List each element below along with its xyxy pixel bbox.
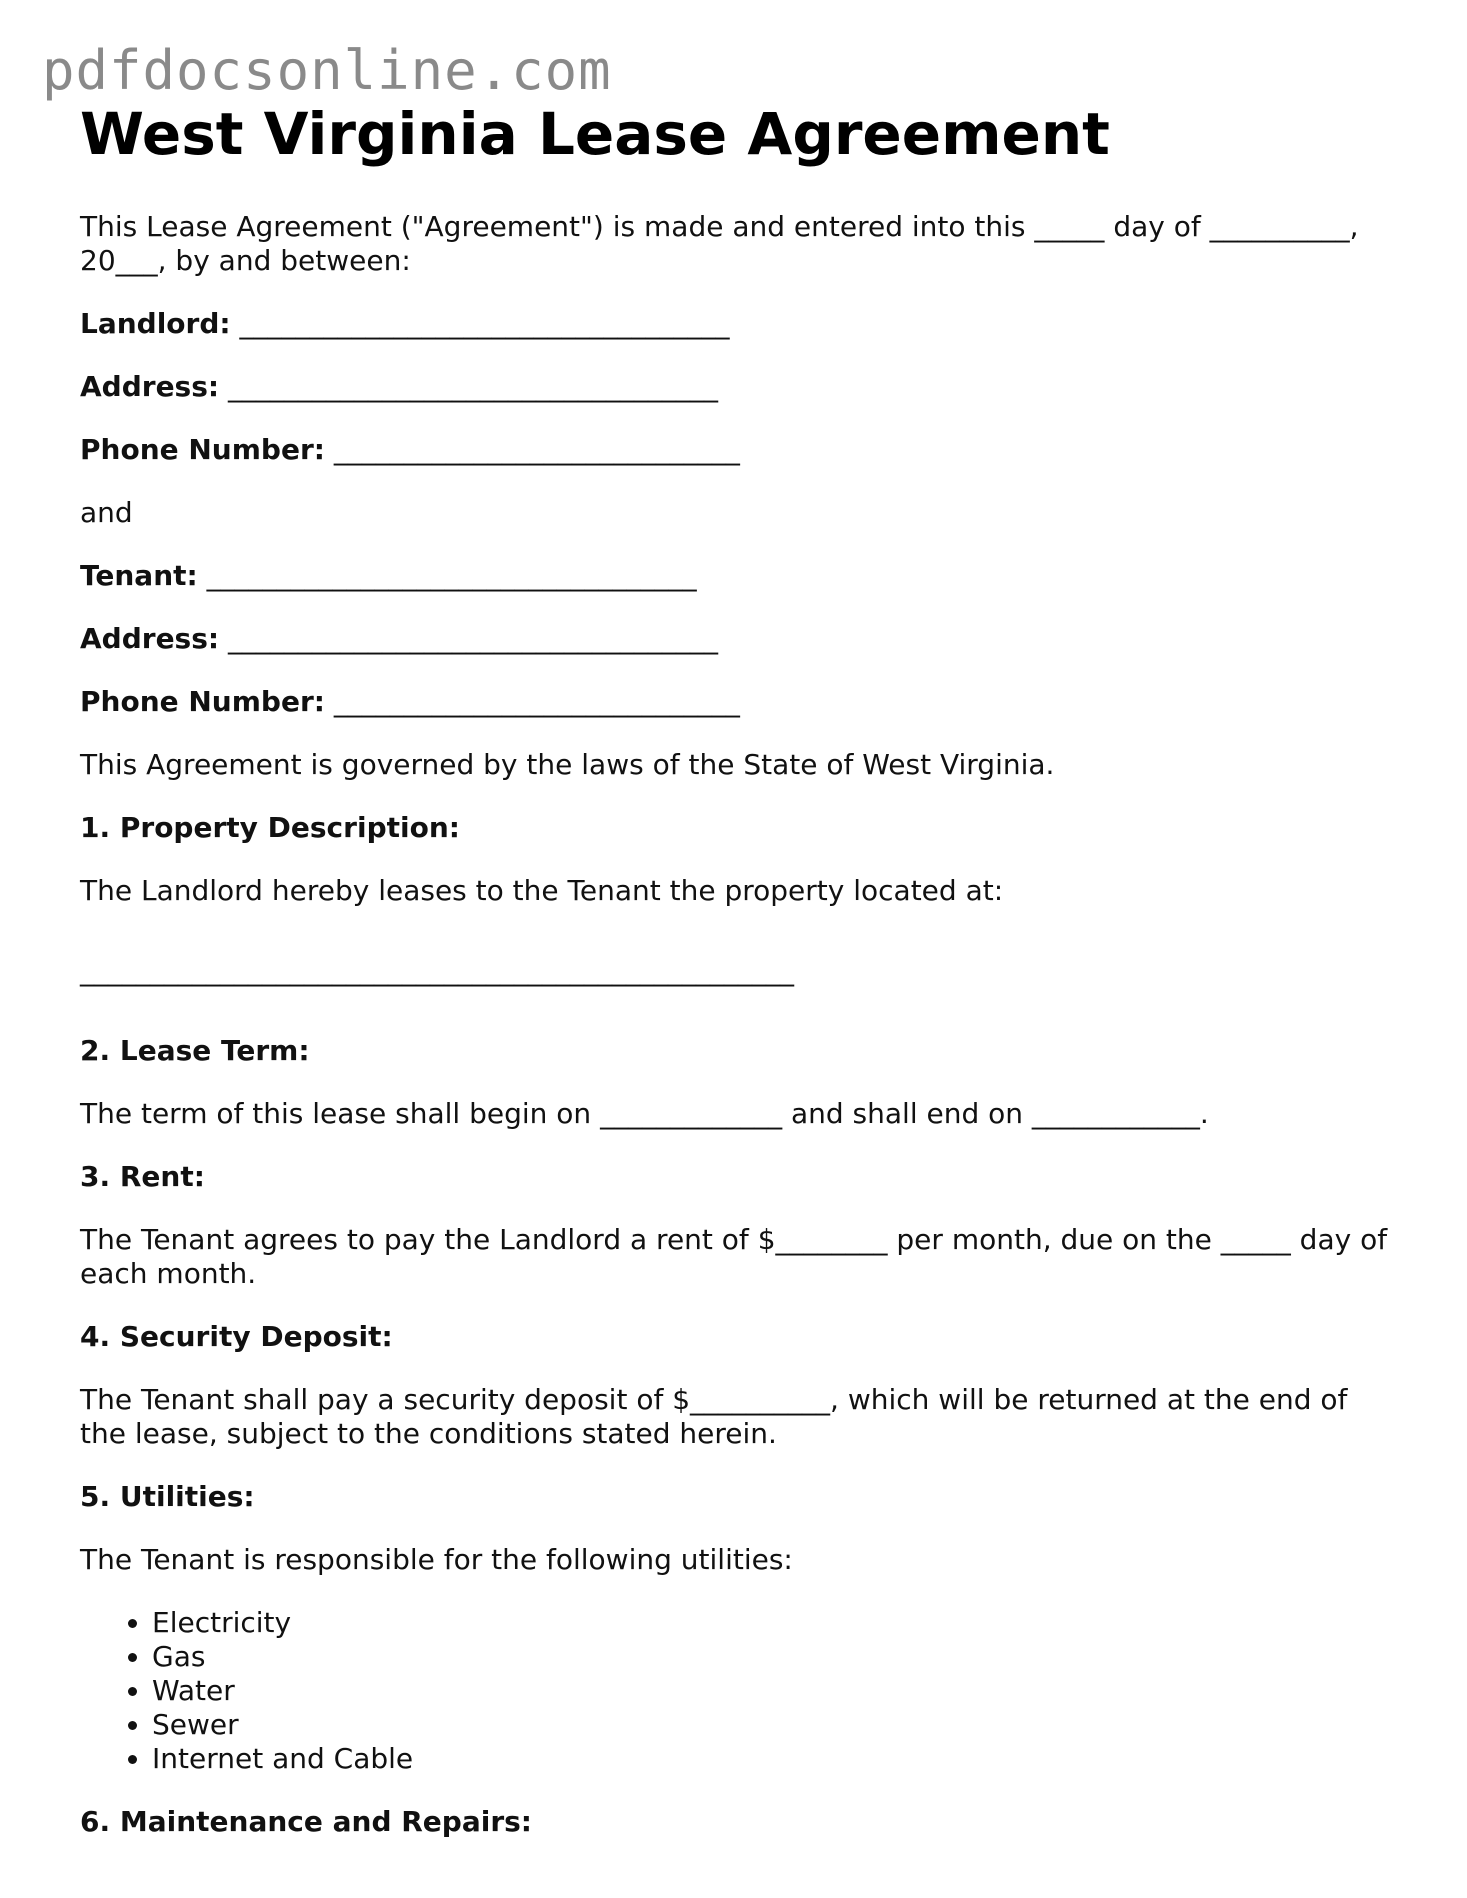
tenant-name-blank[interactable]: ___________________________________ bbox=[197, 558, 697, 592]
tenant-name-label: Tenant: bbox=[80, 558, 198, 592]
section-property-heading: 1. Property Description: bbox=[80, 810, 460, 844]
document-title: West Virginia Lease Agreement bbox=[80, 100, 1110, 168]
governing-law-text: This Agreement is governed by the laws of the State of West Virginia. bbox=[80, 747, 1055, 781]
landlord-address-field[interactable] bbox=[80, 370, 1390, 404]
section-rent-heading: 3. Rent: bbox=[80, 1159, 205, 1193]
tenant-phone-blank[interactable]: _____________________________ bbox=[324, 684, 740, 718]
section-maintenance-heading: 6. Maintenance and Repairs: bbox=[80, 1804, 533, 1838]
section-rent-text: The Tenant agrees to pay the Landlord a rent of $________ per month, due on the _____ day of each month. bbox=[80, 1222, 1388, 1290]
property-address-blank[interactable]: ___________________________________________________ bbox=[80, 953, 794, 987]
landlord-phone-blank[interactable]: _____________________________ bbox=[324, 432, 740, 466]
list-item: • Internet and Cable bbox=[152, 1742, 1390, 1776]
landlord-address-blank[interactable]: ___________________________________ bbox=[219, 369, 718, 403]
list-item: • Gas bbox=[152, 1640, 1390, 1674]
landlord-phone-field[interactable] bbox=[80, 433, 1390, 467]
utilities-list bbox=[80, 1606, 1390, 1776]
landlord-phone-label: Phone Number: bbox=[80, 432, 325, 466]
section-deposit-heading: 4. Security Deposit: bbox=[80, 1319, 393, 1353]
tenant-phone-field[interactable] bbox=[80, 685, 1390, 719]
tenant-address-blank[interactable]: ___________________________________ bbox=[219, 621, 718, 655]
tenant-address-field[interactable] bbox=[80, 622, 1390, 656]
list-item: • Sewer bbox=[152, 1708, 1390, 1742]
section-utilities-text: The Tenant is responsible for the following utilities: bbox=[80, 1542, 793, 1576]
landlord-name-blank[interactable]: ___________________________________ bbox=[230, 306, 730, 340]
section-term-text: The term of this lease shall begin on _____________ and shall end on ____________. bbox=[80, 1096, 1209, 1130]
and-text: and bbox=[80, 495, 133, 529]
section-term-heading: 2. Lease Term: bbox=[80, 1033, 310, 1067]
section-utilities-heading: 5. Utilities: bbox=[80, 1479, 255, 1513]
tenant-address-label: Address: bbox=[80, 621, 220, 655]
document-page bbox=[80, 100, 1390, 1868]
watermark: pdfdocsonline.com bbox=[42, 39, 612, 102]
tenant-phone-label: Phone Number: bbox=[80, 684, 325, 718]
landlord-name-field[interactable] bbox=[80, 307, 1390, 341]
landlord-name-label: Landlord: bbox=[80, 306, 231, 340]
landlord-address-label: Address: bbox=[80, 369, 220, 403]
tenant-name-field[interactable] bbox=[80, 559, 1390, 593]
intro-paragraph: This Lease Agreement ("Agreement") is made and entered into this _____ day of __________, 20___, by and between: bbox=[80, 209, 1359, 277]
section-deposit-text: The Tenant shall pay a security deposit of $__________, which will be returned at the end of the lease, subject to the conditions stated herein. bbox=[80, 1382, 1348, 1450]
list-item: • Electricity bbox=[152, 1606, 1390, 1640]
list-item: • Water bbox=[152, 1674, 1390, 1708]
section-property-text: The Landlord hereby leases to the Tenant the property located at: bbox=[80, 873, 1004, 907]
